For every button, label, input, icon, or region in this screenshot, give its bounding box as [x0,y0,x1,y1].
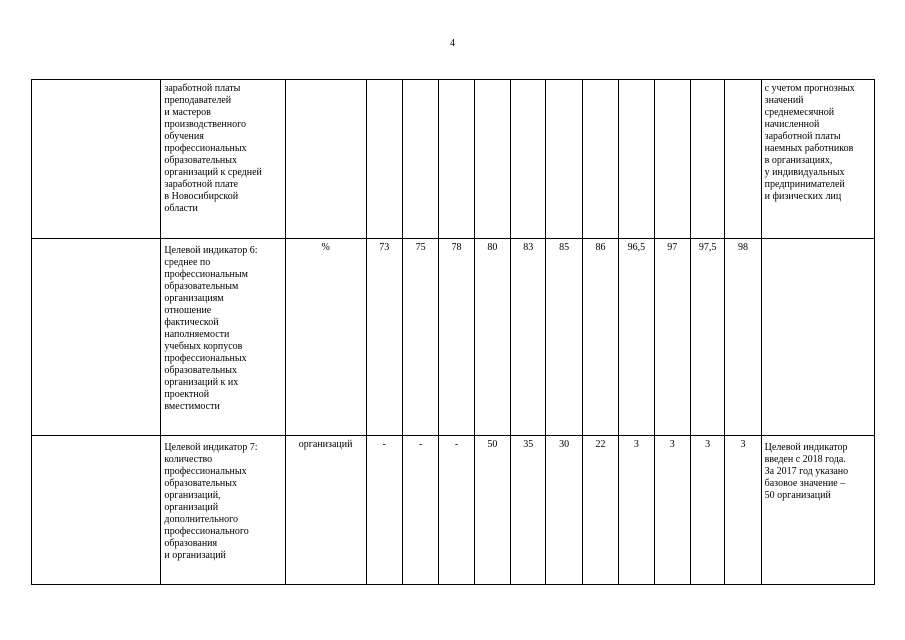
value-cell [654,80,690,239]
value-cell [439,80,474,239]
note-cell: Целевой индикатор введен с 2018 года. За 2017 год указано базовое значение – 50 организаций [761,436,874,585]
value-cell [546,80,582,239]
value-cell: 97 [654,239,690,436]
value-cell: 97,5 [690,239,724,436]
value-cell [474,80,510,239]
unit-cell: организаций [285,436,366,585]
value-cell [690,80,724,239]
value-cell: 3 [654,436,690,585]
value-cell: - [366,436,402,585]
value-cell: 3 [690,436,724,585]
value-cell: 50 [474,436,510,585]
indicator-name-cell: Целевой индикатор 7: количество профессиональных образовательных организаций, организаций дополнительного профессионального образования и организаций [161,436,285,585]
note-cell [761,239,874,436]
value-cell: 86 [582,239,618,436]
value-cell [619,80,654,239]
indicator-name-cell: заработной платы преподавателей и мастеров производственного обучения профессиональных образовательных организаций к средней заработной плате в Новосибирской области [161,80,285,239]
table-row [32,239,875,436]
row-empty-cell [32,80,161,239]
value-cell: 73 [366,239,402,436]
row-empty-cell [32,239,161,436]
note-cell: с учетом прогнозных значений среднемесячной начисленной заработной платы наемных работников в организациях, у индивидуальных предпринимателей и физических лиц [761,80,874,239]
value-cell: 96,5 [619,239,654,436]
value-cell: 75 [402,239,438,436]
value-cell: 35 [511,436,546,585]
table-row [32,80,875,239]
row-empty-cell [32,436,161,585]
value-cell: 3 [619,436,654,585]
value-cell: 83 [511,239,546,436]
value-cell [582,80,618,239]
value-cell: 30 [546,436,582,585]
value-cell [725,80,761,239]
value-cell [402,80,438,239]
value-cell [366,80,402,239]
indicators-table [31,79,875,585]
page-number: 4 [450,38,455,49]
value-cell: 80 [474,239,510,436]
value-cell: 98 [725,239,761,436]
value-cell: 22 [582,436,618,585]
indicator-name-cell: Целевой индикатор 6: среднее по профессиональным образовательным организациям отношение фактической наполняемости учебных корпусов профессиональных образовательных организаций к их проектной вместимости [161,239,285,436]
value-cell: 78 [439,239,474,436]
table-row [32,436,875,585]
value-cell: 3 [725,436,761,585]
unit-cell: % [285,239,366,436]
value-cell: - [402,436,438,585]
unit-cell [285,80,366,239]
value-cell [511,80,546,239]
value-cell: - [439,436,474,585]
value-cell: 85 [546,239,582,436]
